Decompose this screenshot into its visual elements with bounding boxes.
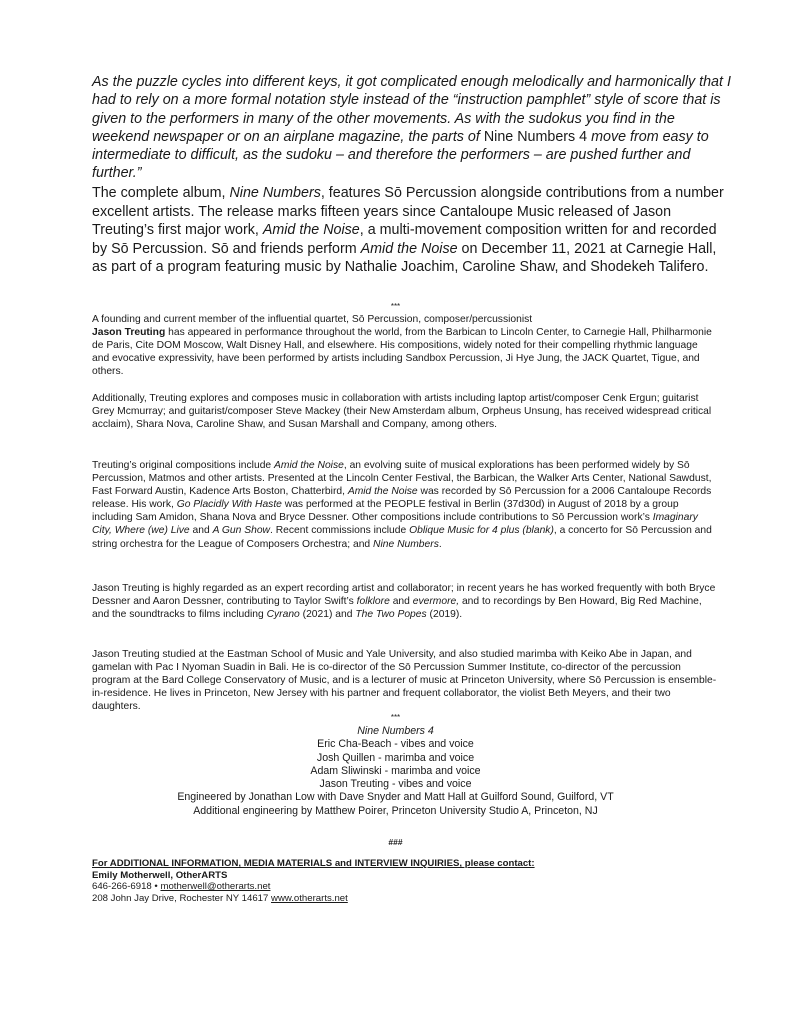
quote-work-title: Nine Numbers 4 bbox=[483, 128, 588, 145]
quote-text: As the puzzle cycles into different keys, it got complicated enough melodically and harmonically that I had to rely on a more formal notation style instead of the “instruction pamphlet” style of score that is given to the performers in many of the other movements. As with the sudokus you find in the weekend newspaper or on an airplane magazine, the parts of bbox=[92, 74, 731, 145]
contact-block bbox=[92, 858, 717, 904]
bio-text: , a concerto for Sō Percussion and string orchestra for the League of Composers Orchestra; and bbox=[92, 525, 712, 550]
quote-paragraph bbox=[92, 73, 732, 183]
bio-text: and bbox=[189, 525, 213, 537]
bio-text: . Recent commissions include bbox=[270, 525, 410, 537]
work-title: Imaginary City, Where (we) Live bbox=[92, 512, 698, 537]
quote-text-end: move from easy to intermediate to difficult, as the sudoku – and therefore the performers – are pushed further and further.” bbox=[92, 128, 709, 182]
bio-paragraph-4 bbox=[92, 582, 717, 621]
engineering-credit: Engineered by Jonathan Low with Dave Snyder and Matt Hall at Guilford Sound, Guilford, VT bbox=[177, 791, 614, 804]
contact-heading: For ADDITIONAL INFORMATION, MEDIA MATERIALS and INTERVIEW INQUIRIES, please contact: bbox=[92, 858, 535, 869]
website-link[interactable]: www.otherarts.net bbox=[271, 892, 348, 904]
work-title: Go Placidly With Haste bbox=[176, 499, 282, 511]
bio-text: and bbox=[389, 596, 413, 608]
performer-line: Eric Cha-Beach - vibes and voice bbox=[317, 738, 474, 751]
performer-line: Adam Sliwinski - marimba and voice bbox=[310, 764, 481, 777]
performer-line: Jason Treuting - vibes and voice bbox=[319, 778, 472, 791]
end-mark: ### bbox=[388, 837, 403, 847]
album-text: , features Sō Percussion alongside contributions from a number excellent artists. The release marks fifteen years since Cantaloupe Music released of Jason Treuting’s first major work, bbox=[92, 185, 724, 238]
bio-text: (2019). bbox=[426, 609, 463, 621]
bio-name: Jason Treuting bbox=[92, 327, 166, 339]
bio-text: , an evolving suite of musical explorations has been performed widely by Sō Percussion, Matmos and other artists. Presented at the Lincoln Center Festival, the Barbican, the Walker Arts Center, National Sawdust, Fast Forward Austin, Kadence Arts Boston, Chatterbird, bbox=[92, 460, 712, 498]
bio-text: has appeared in performance throughout the world, from the Barbican to Lincoln Center, to Carnegie Hall, Philharmonie de Paris, Cite DOM Moscow, Walt Disney Hall, and elsewhere. His compositions, widely noted for their compelling rhythmic language and evocative expressivity, have been performed by artists including Sandbox Percussion, Ji Hye Jung, the JACK Quartet, Tigue, and others. bbox=[92, 327, 712, 378]
bullet-separator: • bbox=[151, 881, 161, 892]
album-title: evermore, bbox=[412, 596, 460, 608]
album-paragraph bbox=[92, 184, 732, 277]
work-title: Amid the Noise bbox=[347, 486, 418, 498]
bio-text: (2021) and bbox=[299, 609, 356, 621]
album-text: The complete album, bbox=[92, 185, 230, 201]
album-title: Nine Numbers bbox=[229, 185, 321, 201]
bio-intro: A founding and current member of the influential quartet, Sō Percussion, composer/percussionist bbox=[92, 314, 533, 325]
performer-line: Josh Quillen - marimba and voice bbox=[316, 751, 475, 764]
album-text: on December 11, 2021 at Carnegie Hall, as part of a program featuring music by Nathalie Joachim, Caroline Shaw, and Shodekeh Talifero. bbox=[92, 240, 717, 275]
section-separator: *** bbox=[390, 302, 401, 311]
bio-text: was recorded by Sō Percussion for a 2006 Cantaloupe Records release. His work, bbox=[92, 486, 712, 511]
album-title: folklore bbox=[356, 596, 390, 608]
film-title: Cyrano bbox=[266, 609, 300, 621]
work-title: Amid the Noise bbox=[262, 222, 360, 238]
address-line bbox=[92, 893, 717, 905]
bio-text: Jason Treuting is highly regarded as an expert recording artist and collaborator; in recent years he has worked frequently with both Bryce Dessner and Aaron Dessner, contributing to Taylor Swift’s bbox=[92, 583, 716, 608]
section-separator: *** bbox=[390, 713, 401, 722]
work-title: Nine Numbers bbox=[373, 538, 439, 550]
credits-block bbox=[0, 725, 791, 818]
album-text: , a multi-movement composition written for and recorded by Sō Percussion. Sō and friends perform bbox=[92, 222, 717, 257]
contact-name: Emily Motherwell, OtherARTS bbox=[92, 869, 228, 881]
contact-line bbox=[92, 881, 717, 893]
credits-title: Nine Numbers 4 bbox=[357, 725, 434, 737]
bio-text: Treuting’s original compositions include bbox=[92, 460, 275, 471]
work-title: A Gun Show bbox=[212, 525, 270, 537]
work-title: Oblique Music for 4 plus (blank) bbox=[409, 525, 554, 537]
contact-address: 208 John Jay Drive, Rochester NY 14617 bbox=[92, 892, 272, 904]
bio-paragraph-5: Jason Treuting studied at the Eastman School of Music and Yale University, and also studied marimba with Keiko Abe in Japan, and gamelan with Pac I Nyoman Suadin in Bali. He is co-director of the Sō Percussion Summer Institute, co-director of the percussion program at the Bard College Conservatory of Music, and is a lecturer of music at Princeton University, where Sō Percussion is ensemble-in-residence. He lives in Princeton, New Jersey with his partner and frequent collaborator, the violist Beth Meyers, and their two daughters. bbox=[92, 649, 717, 713]
bio-text: was performed at the PEOPLE festival in Berlin (37d30d) in August of 2018 by a group including Sam Amidon, Shana Nova and Bryce Dessner. Other compositions include contributions to Sō Percussion work’s bbox=[92, 499, 679, 524]
bio-text: and to recordings by Ben Howard, Big Red Machine, and the soundtracks to films including bbox=[92, 596, 702, 621]
contact-email-link[interactable]: motherwell@otherarts.net bbox=[160, 881, 271, 892]
work-title: Amid the Noise bbox=[360, 240, 458, 257]
bio-text: . bbox=[438, 538, 442, 550]
bio-paragraph-3 bbox=[92, 459, 717, 551]
contact-phone: 646-266-6918 bbox=[92, 881, 152, 892]
bio-paragraph-1 bbox=[92, 313, 717, 378]
additional-engineering-credit: Additional engineering by Matthew Poirer, Princeton University Studio A, Princeton, NJ bbox=[193, 804, 598, 817]
work-title: Amid the Noise bbox=[274, 460, 344, 471]
film-title: The Two Popes bbox=[355, 609, 427, 621]
bio-paragraph-2: Additionally, Treuting explores and composes music in collaboration with artists including laptop artist/composer Cenk Ergun; guitarist Grey Mcmurray; and guitarist/composer Steve Mackey (their New Amsterdam album, Orpheus Unsung, has received widespread critical acclaim), Shara Nova, Caroline Shaw, and Susan Marshall and Company, among others. bbox=[92, 393, 712, 431]
